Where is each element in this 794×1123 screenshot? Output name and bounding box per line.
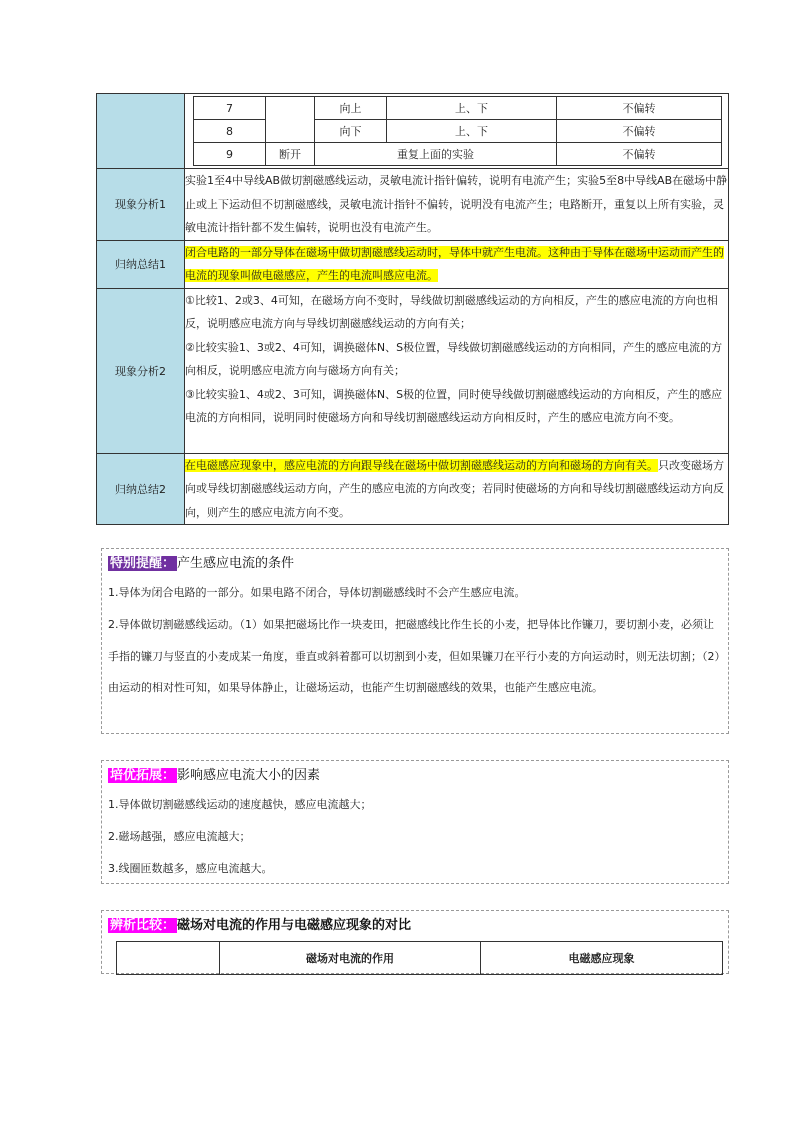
switch-cell: 断开 xyxy=(266,143,315,166)
needle-cell: 上、下 xyxy=(387,97,557,120)
result-cell: 不偏转 xyxy=(557,143,722,166)
tip-heading xyxy=(108,552,294,571)
blank-label-cell xyxy=(97,94,185,169)
compare-header: 电磁感应现象 xyxy=(481,942,723,975)
analysis-line: ③比较实验1、4或2、3可知，调换磁体N、S极的位置，同时使导线做切割磁感线运动的方向相反，产生的感应电流的方向相同，说明同时使磁场方向和导线切割磁感线运动方向相反时，产生的感应电流方向不变。 xyxy=(185,387,723,424)
compare-box xyxy=(101,910,729,974)
extend-item: 2.磁场越强，感应电流越大； xyxy=(108,830,251,843)
analysis-line: ②比较实验1、3或2、4可知，调换磁体N、S极位置，导线做切割磁感线运动的方向相同，产生的感应电流的方向相反，说明感应电流方向与磁场方向有关； xyxy=(185,340,723,377)
section-label: 现象分析1 xyxy=(97,169,185,241)
row-number: 8 xyxy=(194,120,266,143)
section-label: 归纳总结1 xyxy=(97,240,185,288)
result-cell: 不偏转 xyxy=(557,120,722,143)
extend-box xyxy=(101,760,729,884)
tip-box xyxy=(101,548,729,734)
compare-header xyxy=(117,942,220,975)
summary-text: 只改变磁场方向或导线切割磁感线运动方向，产生的感应电流的方向改变；若同时使磁场的方向和导线切割磁感线运动方向反向，则产生的感应电流方向不变。 xyxy=(185,458,724,519)
extend-item: 1.导体做切割磁感线运动的速度越快，感应电流越大； xyxy=(108,798,372,811)
section-text xyxy=(185,453,729,525)
tip-paragraph: 2.导体做切割磁感线运动。（1）如果把磁场比作一块麦田，把磁感线比作生长的小麦，把导体比作镰刀，要切割小麦，必须让手指的镰刀与竖直的小麦成某一角度，垂直或斜着都可以切割到小麦，但如果镰刀在平行小麦的方向运动时，则无法切割；（2）由运动的相对性可知，如果导体静止，让磁场运动，也能产生切割磁感线的效果，也能产生感应电流。 xyxy=(108,618,720,694)
compare-table xyxy=(116,941,723,975)
switch-cell xyxy=(266,97,315,143)
motion-cell: 重复上面的实验 xyxy=(315,143,557,166)
tip-paragraph: 1.导体为闭合电路的一部分。如果电路不闭合，导体切割磁感线时不会产生感应电流。 xyxy=(108,586,526,599)
analysis-line: ①比较1、2或3、4可知，在磁场方向不变时，导线做切割磁感线运动的方向相反，产生的感应电流的方向也相反，说明感应电流方向与导线切割磁感线运动的方向有关； xyxy=(185,293,718,330)
section-text xyxy=(185,240,729,288)
section-text xyxy=(185,288,729,453)
row-number: 9 xyxy=(194,143,266,166)
result-cell: 不偏转 xyxy=(557,97,722,120)
section-label: 现象分析2 xyxy=(97,288,185,453)
row-number: 7 xyxy=(194,97,266,120)
table-row xyxy=(117,942,723,975)
table-row xyxy=(194,97,722,120)
motion-cell: 向下 xyxy=(315,120,387,143)
tip-title: 产生感应电流的条件 xyxy=(177,556,295,571)
compare-heading xyxy=(108,914,411,933)
experiment-table xyxy=(96,93,729,525)
compare-header: 磁场对电流的作用 xyxy=(220,942,481,975)
results-subtable xyxy=(193,96,722,166)
section-label: 归纳总结2 xyxy=(97,453,185,525)
data-rows-cell xyxy=(185,94,729,169)
highlighted-text: 闭合电路的一部分导体在磁场中做切割磁感线运动时，导体中就产生电流。这种由于导体在磁场中运动而产生的电流的现象叫做电磁感应，产生的电流叫感应电流。 xyxy=(185,245,724,282)
table-row xyxy=(194,143,722,166)
compare-title: 磁场对电流的作用与电磁感应现象的对比 xyxy=(177,918,412,933)
compare-tag: 辨析比较： xyxy=(110,918,176,933)
extend-heading xyxy=(108,764,320,783)
motion-cell: 向上 xyxy=(315,97,387,120)
tip-tag: 特别提醒： xyxy=(110,556,176,571)
highlighted-text: 在电磁感应现象中，感应电流的方向跟导线在磁场中做切割磁感线运动的方向和磁场的方向有关。 xyxy=(185,458,658,472)
section-text: 实验1至4中导线AB做切割磁感线运动，灵敏电流计指针偏转，说明有电流产生；实验5至8中导线AB在磁场中静止或上下运动但不切割磁感线，灵敏电流计指针不偏转，说明没有电流产生；电路断开，重复以上所有实验，灵敏电流计指针都不发生偏转，说明也没有电流产生。 xyxy=(185,169,729,241)
needle-cell: 上、下 xyxy=(387,120,557,143)
extend-item: 3.线圈匝数越多，感应电流越大。 xyxy=(108,862,273,875)
extend-title: 影响感应电流大小的因素 xyxy=(177,768,321,783)
extend-tag: 培优拓展： xyxy=(110,768,176,783)
